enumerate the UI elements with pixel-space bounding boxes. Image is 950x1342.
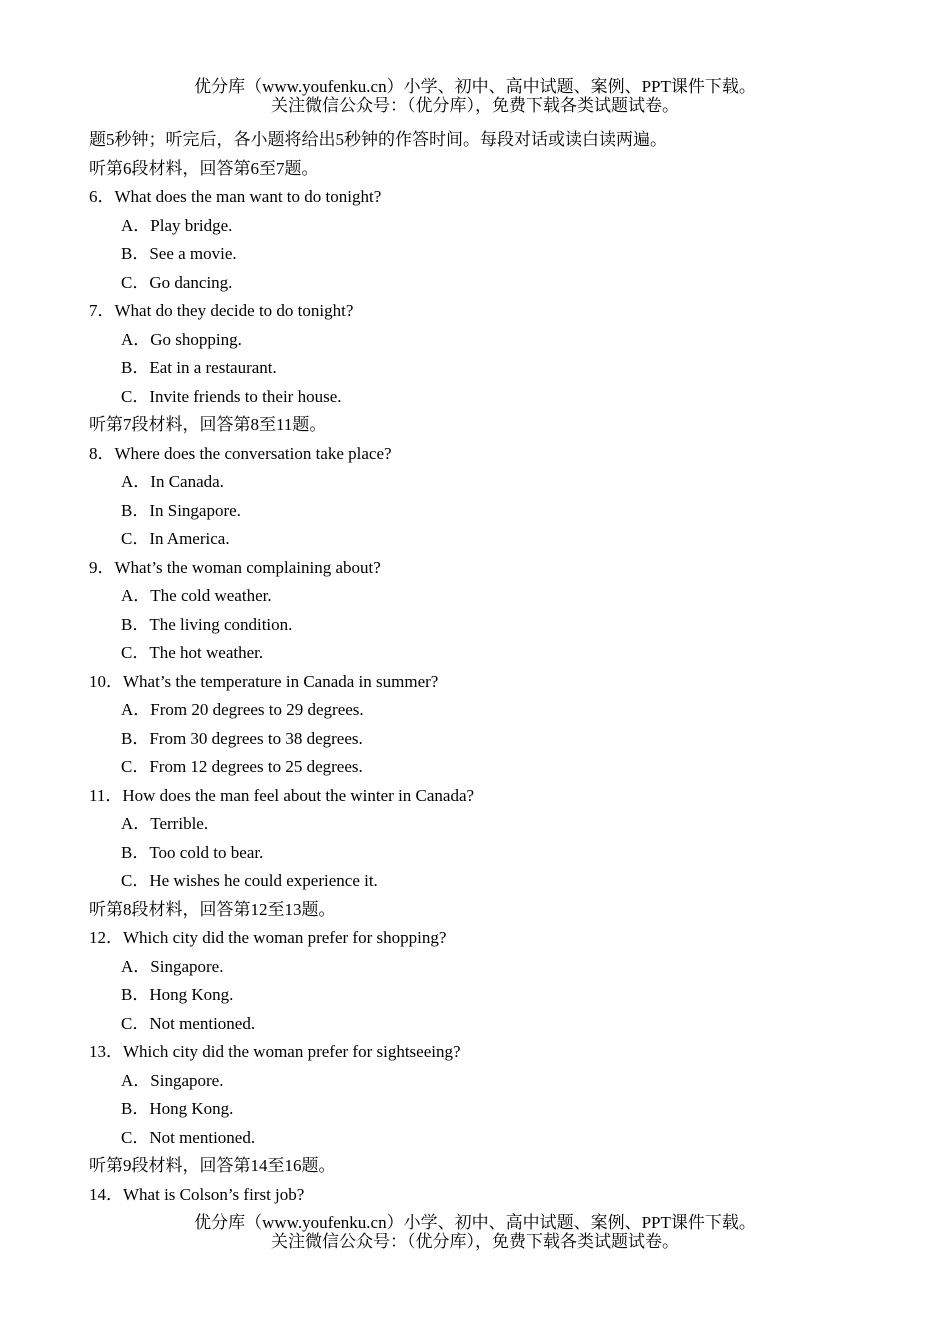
- answer-option: A．From 20 degrees to 29 degrees.: [121, 700, 364, 719]
- answer-option: C．The hot weather.: [121, 643, 264, 662]
- section-heading: 听第7段材料，回答第8至11题。: [89, 415, 327, 434]
- answer-option: C．He wishes he could experience it.: [121, 871, 378, 890]
- intro-text: 题5秒钟；听完后，各小题将给出5秒钟的作答时间。每段对话或读白读两遍。: [89, 130, 667, 149]
- answer-option: B．In Singapore.: [121, 500, 241, 520]
- answer-option: B．Hong Kong.: [121, 1099, 234, 1118]
- question-stem: 6．What does the man want to do tonight?: [89, 187, 382, 206]
- section-heading: 听第6段材料，回答第6至7题。: [89, 158, 319, 178]
- exam-content: [89, 126, 889, 1209]
- answer-option: A．Go shopping.: [121, 329, 242, 349]
- answer-option: A．Singapore.: [121, 1070, 224, 1090]
- answer-option: B．Eat in a restaurant.: [121, 358, 277, 377]
- footer-line-1: 优分库（www.youfenku.cn）小学、初中、高中试题、案例、PPT课件下载。: [194, 1213, 756, 1232]
- header-line-2: 关注微信公众号：（优分库），免费下载各类试题试卷。: [271, 96, 679, 115]
- answer-option: C．Not mentioned.: [121, 1013, 256, 1033]
- answer-option: A．In Canada.: [121, 472, 224, 491]
- question-sections: [89, 155, 889, 1210]
- answer-option: C．From 12 degrees to 25 degrees.: [121, 757, 363, 776]
- answer-option: B．Too cold to bear.: [121, 842, 264, 862]
- answer-option: A．The cold weather.: [121, 586, 272, 605]
- question-stem: 7．What do they decide to do tonight?: [89, 301, 354, 320]
- answer-option: C．Go dancing.: [121, 272, 233, 292]
- answer-option: C．In America.: [121, 529, 230, 548]
- answer-option: B．See a movie.: [121, 244, 237, 263]
- answer-option: C．Invite friends to their house.: [121, 386, 342, 406]
- answer-option: A．Singapore.: [121, 956, 224, 976]
- header-line-1: 优分库（www.youfenku.cn）小学、初中、高中试题、案例、PPT课件下载。: [194, 77, 756, 96]
- question-stem: 10．What’s the temperature in Canada in summer?: [89, 671, 439, 691]
- answer-option: A．Play bridge.: [121, 215, 233, 235]
- question-stem: 11．How does the man feel about the winter in Canada?: [89, 785, 475, 805]
- section-heading: 听第8段材料，回答第12至13题。: [89, 899, 336, 919]
- answer-option: C．Not mentioned.: [121, 1127, 256, 1147]
- footer-line-2: 关注微信公众号：（优分库），免费下载各类试题试卷。: [271, 1232, 679, 1251]
- page-header: [0, 77, 950, 115]
- answer-option: A．Terrible.: [121, 814, 209, 833]
- question-stem: 13．Which city did the woman prefer for sightseeing?: [89, 1042, 461, 1061]
- answer-option: B．From 30 degrees to 38 degrees.: [121, 728, 363, 748]
- answer-option: B．Hong Kong.: [121, 985, 234, 1004]
- section-heading: 听第9段材料，回答第14至16题。: [89, 1156, 336, 1175]
- answer-option: B．The living condition.: [121, 614, 293, 634]
- question-stem: 8．Where does the conversation take place?: [89, 443, 392, 463]
- question-stem: 9．What’s the woman complaining about?: [89, 557, 381, 577]
- question-stem: 14．What is Colson’s first job?: [89, 1184, 305, 1204]
- page-footer: [0, 1213, 950, 1251]
- question-stem: 12．Which city did the woman prefer for shopping?: [89, 928, 447, 947]
